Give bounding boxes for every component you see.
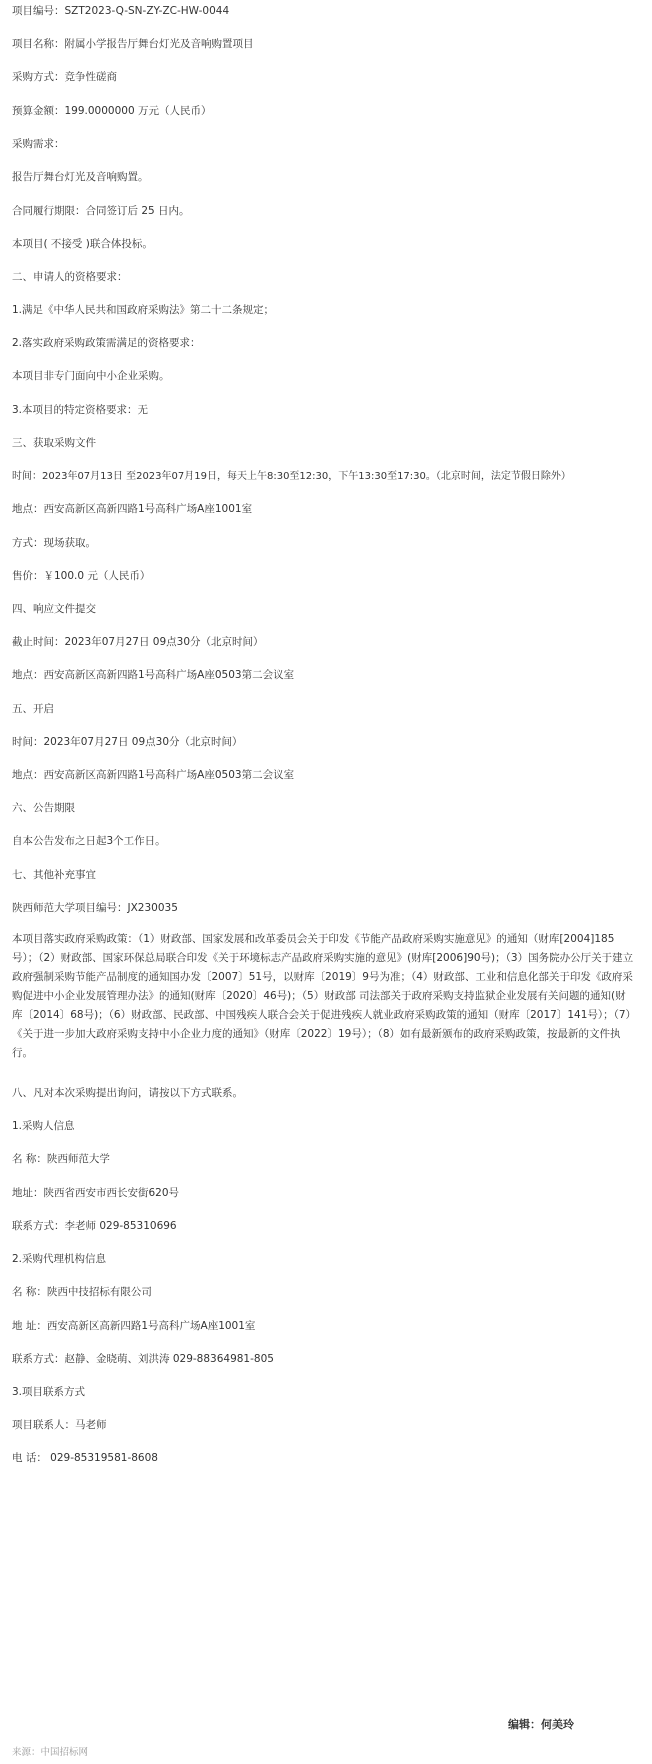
opening-time: 时间：2023年07月27日 09点30分（北京时间） — [12, 736, 243, 748]
section-heading-notice-period: 六、公告期限 — [12, 802, 75, 814]
purchaser-contact: 联系方式：李老师 029-85310696 — [12, 1220, 177, 1232]
submission-location: 地点：西安高新区高新四路1号高科广场A座0503第二会议室 — [12, 669, 295, 681]
section-heading-submission: 四、响应文件提交 — [12, 603, 96, 615]
qualification-item-2: 2.落实政府采购政策需满足的资格要求： — [12, 337, 201, 349]
procurement-method: 采购方式：竞争性磋商 — [12, 71, 117, 83]
purchaser-name: 名 称：陕西师范大学 — [12, 1153, 110, 1165]
agency-info-heading: 2.采购代理机构信息 — [12, 1253, 107, 1265]
purchaser-address: 地址：陕西省西安市西长安街620号 — [12, 1187, 180, 1199]
section-heading-opening: 五、开启 — [12, 703, 54, 715]
section-heading-supplementary: 七、其他补充事宜 — [12, 869, 96, 881]
consortium-bidding: 本项目( 不接受 )联合体投标。 — [12, 238, 153, 250]
notice-period-text: 自本公告发布之日起3个工作日。 — [12, 835, 166, 847]
document-acquisition-method: 方式：现场获取。 — [12, 537, 96, 549]
procurement-requirements-text: 报告厅舞台灯光及音响购置。 — [12, 171, 149, 183]
university-project-number: 陕西师范大学项目编号：JX230035 — [12, 902, 178, 914]
policy-paragraph: 本项目落实政府采购政策：（1）财政部、国家发展和改革委员会关于印发《节能产品政府采购实施意见》的通知（财库[2004]185号）；（2）财政部、国家环保总局联合印发《关于环境标志产品政府采购实施的意见》(财库[2006]90号)；（3）国务院办公厅关于建立政府强制采购节能产品制度的通知国办发〔2007〕51号，以财库〔2019〕9号为准；（4）财政部、工业和信息化部关于印发《政府采购促进中小企业发展管理办法》的通知(财库〔2020〕46号)；（5）财政部 司法部关于政府采购支持监狱企业发展有关问题的通知(财库〔2014〕68号)；（6）财政部、民政部、中国残疾人联合会关于促进残疾人就业政府采购政策的通知（财库〔2017〕141号）；（7）《关于进一步加大政府采购支持中小企业力度的通知》（财库〔2022〕19号）；（8）如有最新颁布的政府采购政策，按最新的文件执行。 — [12, 933, 634, 1059]
project-name: 项目名称：附属小学报告厅舞台灯光及音响购置项目 — [12, 38, 254, 50]
opening-location: 地点：西安高新区高新四路1号高科广场A座0503第二会议室 — [12, 769, 295, 781]
editor-credit: 编辑：何美玲 — [508, 1718, 574, 1731]
document-acquisition-time: 时间：2023年07月13日 至2023年07月19日，每天上午8:30至12:30，下午13:30至17:30。（北京时间，法定节假日除外） — [12, 471, 571, 482]
section-heading-qualifications: 二、申请人的资格要求： — [12, 271, 128, 283]
project-contact-person: 项目联系人：马老师 — [12, 1419, 107, 1431]
project-contact-phone: 电 话： 029-85319581-8608 — [12, 1452, 158, 1464]
project-contact-heading: 3.项目联系方式 — [12, 1386, 86, 1398]
section-heading-contacts: 八、凡对本次采购提出询问，请按以下方式联系。 — [12, 1087, 243, 1099]
agency-name: 名 称：陕西中技招标有限公司 — [12, 1286, 152, 1298]
budget-amount: 预算金额：199.0000000 万元（人民币） — [12, 105, 212, 117]
document-price: 售价：￥100.0 元（人民币） — [12, 570, 151, 582]
qualification-item-3: 3.本项目的特定资格要求：无 — [12, 404, 149, 416]
agency-address: 地 址：西安高新区高新四路1号高科广场A座1001室 — [12, 1320, 256, 1332]
source-credit: 来源：中国招标网 — [12, 1747, 89, 1758]
document-acquisition-location: 地点：西安高新区高新四路1号高科广场A座1001室 — [12, 503, 253, 515]
section-heading-documents: 三、获取采购文件 — [12, 437, 96, 449]
qualification-item-1: 1.满足《中华人民共和国政府采购法》第二十二条规定； — [12, 304, 275, 316]
procurement-requirements-label: 采购需求： — [12, 138, 65, 150]
purchaser-info-heading: 1.采购人信息 — [12, 1120, 75, 1132]
submission-deadline: 截止时间：2023年07月27日 09点30分（北京时间） — [12, 636, 264, 648]
sme-statement: 本项目非专门面向中小企业采购。 — [12, 370, 170, 382]
project-number: 项目编号：SZT2023-Q-SN-ZY-ZC-HW-0044 — [12, 5, 230, 17]
agency-contact: 联系方式：赵静、金晓萌、刘洪涛 029-88364981-805 — [12, 1353, 274, 1365]
contract-period: 合同履行期限：合同签订后 25 日内。 — [12, 205, 190, 217]
